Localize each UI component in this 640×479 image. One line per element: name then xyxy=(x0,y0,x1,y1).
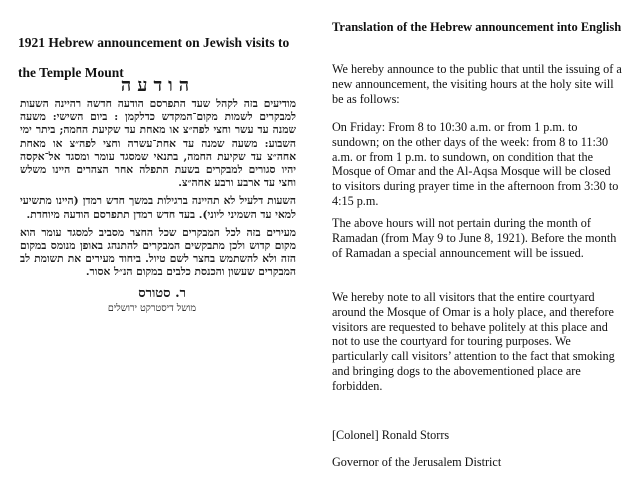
right-column xyxy=(332,0,628,479)
translation-paragraph-2: On Friday: From 8 to 10:30 a.m. or from 1 p.m. to sundown; on the other days of the week: from 8 to 11:30 a.m. or from 1 p.m. to sundown, on condition that the Mosque of Omar and the Al-Aqsa Mosque will be closed to visitors during prayer time in the afternoon from 3:30 to 4:15 p.m. xyxy=(332,120,619,208)
translation-paragraph-3: The above hours will not pertain during the month of Ramadan (from May 9 to June 8, 1921). Before the month of Ramadan a special announcement will be issued. xyxy=(332,216,617,260)
scan-heading: הודעה xyxy=(120,75,196,96)
translation-title: Translation of the Hebrew announcement into English xyxy=(332,20,622,34)
left-title: 1921 Hebrew announcement on Jewish visits to the Temple Mount xyxy=(18,35,290,80)
signature-title: Governor of the Jerusalem District xyxy=(332,455,502,469)
scan-paragraph-3: מעירים בזה לכל המבקרים שכל החצר מסביב למסגד עומר הוא מקום קדוש ולכן מתבקשים המבקרים להתנהג באופן מנומס במקום הזה ולא להשתמש בחצר לשם טיול. ביחוד מעירים את תשומת לב המבקרים שעשון והכנסת כלבים במקום הנ״ל אסור. xyxy=(20,226,296,279)
scan-signature-name: ר. סטורס xyxy=(138,285,186,301)
scan-paragraph-1: מודיעים בזה לקהל שעד התפרסם הודעה חדשה רהיינה השעות למבקרים לשמות מקום־המקדש כדלקמן : ביום השישי: משעה שמנה עד עשר וחצי לפה״צ או מאחת עד שקיעת החמה; ביתר ימי השבוע: משעה שמנה עד אחת־עשרה וחצי לפה״צ או מאחת אחה״צ עד שקיעת החמה, בתנאי שמסגד עומר ומסגד אל־אקסה יהיו סגורים למבקרים בשעת התפלה אחר הצהרים היינו משלש וחצי עד ארבע ורבע אחה״צ. xyxy=(20,98,296,190)
left-column xyxy=(12,0,312,479)
scan-paragraph-2: השעות דלעיל לא תהיינה ברגילות במשך חדש רמדן (היינו מתשיעי למאי עד השמיני ליוני). בעד חדש רמדן תתפרסם הודעה מיוחדת. xyxy=(20,195,296,221)
signature-name: [Colonel] Ronald Storrs xyxy=(332,428,450,442)
translation-paragraph-4: We hereby note to all visitors that the entire courtyard around the Mosque of Omar is a holy place, and therefore visitors are requested to behave politely at this place and not to use the courtyard for touring purposes. We particularly call visitors’ attention to the fact that smoking and bringing dogs to the abovementioned place are forbidden. xyxy=(332,290,615,393)
scan-signature-role: מושל דיסטרקט ירושלים xyxy=(107,302,196,314)
translation-paragraph-1: We hereby announce to the public that until the issuing of a new announcement, the visiting hours at the holy site will be as follows: xyxy=(332,62,622,106)
hebrew-announcement-scan xyxy=(20,75,296,470)
